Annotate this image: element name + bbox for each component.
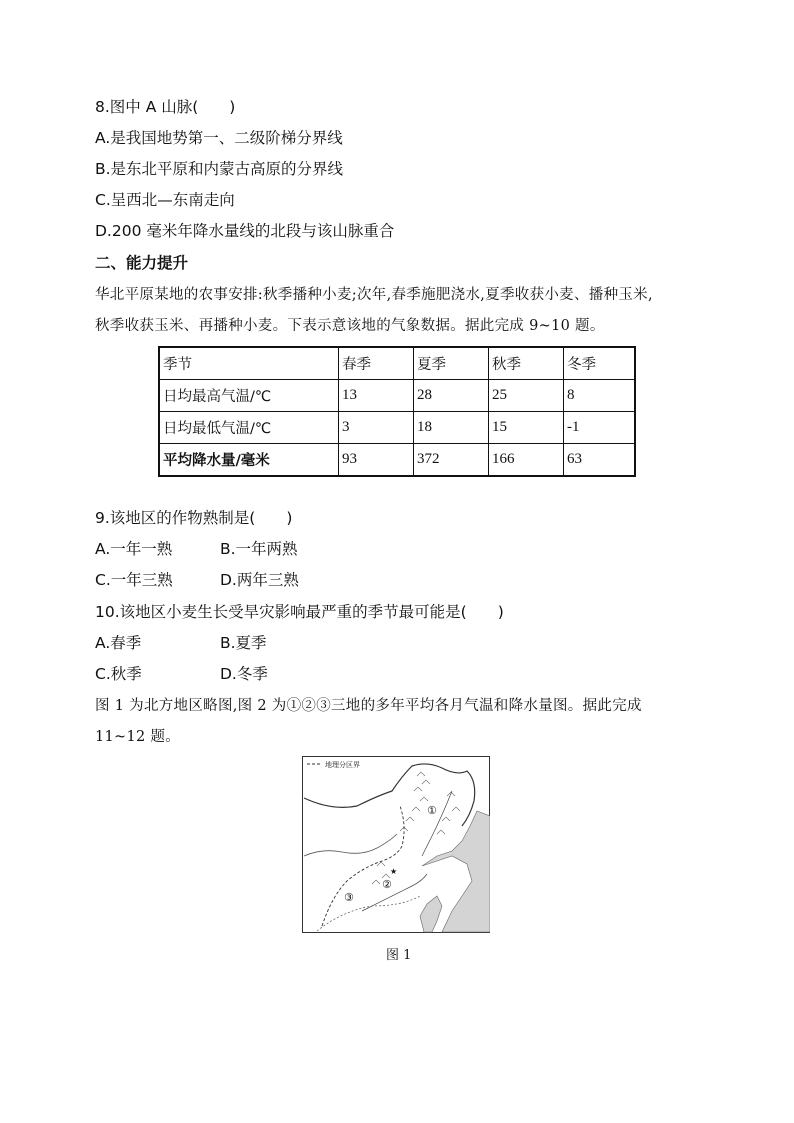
table-cell: 28	[414, 380, 489, 412]
table-cell: 18	[414, 412, 489, 444]
q8-stem: 8.图中 A 山脉( )	[95, 98, 236, 116]
capital-star-icon: ★	[390, 867, 398, 876]
q10-option-c: C.秋季	[95, 665, 142, 683]
table-cell: -1	[564, 412, 636, 444]
table-row-label: 日均最高气温/℃	[159, 380, 339, 412]
q9-option-b: B.一年两熟	[220, 540, 298, 558]
table-row-label: 日均最低气温/℃	[159, 412, 339, 444]
q8-option-c: C.呈西北—东南走向	[95, 191, 235, 209]
table-cell: 15	[489, 412, 564, 444]
table-header-cell: 冬季	[564, 347, 636, 380]
table-cell: 166	[489, 444, 564, 477]
table-cell: 372	[414, 444, 489, 477]
table-row	[159, 380, 635, 412]
map-marker-1: ①	[427, 804, 437, 817]
table-row	[159, 412, 635, 444]
figure-caption: 图 1	[386, 948, 412, 963]
q10-option-a: A.春季	[95, 634, 142, 652]
q9-option-c: C.一年三熟	[95, 571, 173, 589]
intro-line-1: 华北平原某地的农事安排:秋季播种小麦;次年,春季施肥浇水,夏季收获小麦、播种玉米,	[95, 287, 653, 303]
q8-option-d: D.200 毫米年降水量线的北段与该山脉重合	[95, 222, 395, 240]
north-china-map	[302, 756, 490, 933]
table-header-cell: 夏季	[414, 347, 489, 380]
table-cell: 3	[339, 412, 414, 444]
q8-option-a: A.是我国地势第一、二级阶梯分界线	[95, 129, 343, 147]
table-cell: 13	[339, 380, 414, 412]
table-header-cell: 季节	[159, 347, 339, 380]
climate-table	[158, 346, 636, 477]
q9-option-a: A.一年一熟	[95, 540, 173, 558]
map-marker-2: ②	[382, 878, 392, 891]
table-row	[159, 444, 635, 477]
q10-stem: 10.该地区小麦生长受旱灾影响最严重的季节最可能是( )	[95, 603, 504, 621]
intro-line-2: 秋季收获玉米、再播种小麦。下表示意该地的气象数据。据此完成 9~10 题。	[95, 318, 605, 334]
table-cell: 93	[339, 444, 414, 477]
q9-stem: 9.该地区的作物熟制是( )	[95, 509, 293, 527]
table-header-cell: 秋季	[489, 347, 564, 380]
table-cell: 63	[564, 444, 636, 477]
table-cell: 8	[564, 380, 636, 412]
intro2-line-1: 图 1 为北方地区略图,图 2 为①②③三地的多年平均各月气温和降水量图。据此完成	[95, 698, 642, 714]
q10-option-d: D.冬季	[220, 665, 268, 683]
q10-option-b: B.夏季	[220, 634, 267, 652]
table-header-cell: 春季	[339, 347, 414, 380]
table-cell: 25	[489, 380, 564, 412]
q8-option-b: B.是东北平原和内蒙古高原的分界线	[95, 160, 344, 178]
table-row-label: 平均降水量/毫米	[159, 444, 339, 477]
q9-option-d: D.两年三熟	[220, 571, 299, 589]
section-title: 二、能力提升	[95, 254, 189, 272]
map-legend-label: 地理分区界	[325, 761, 360, 769]
table-header-row	[159, 347, 635, 380]
intro2-line-2: 11~12 题。	[95, 729, 181, 745]
map-marker-3: ③	[344, 891, 354, 904]
